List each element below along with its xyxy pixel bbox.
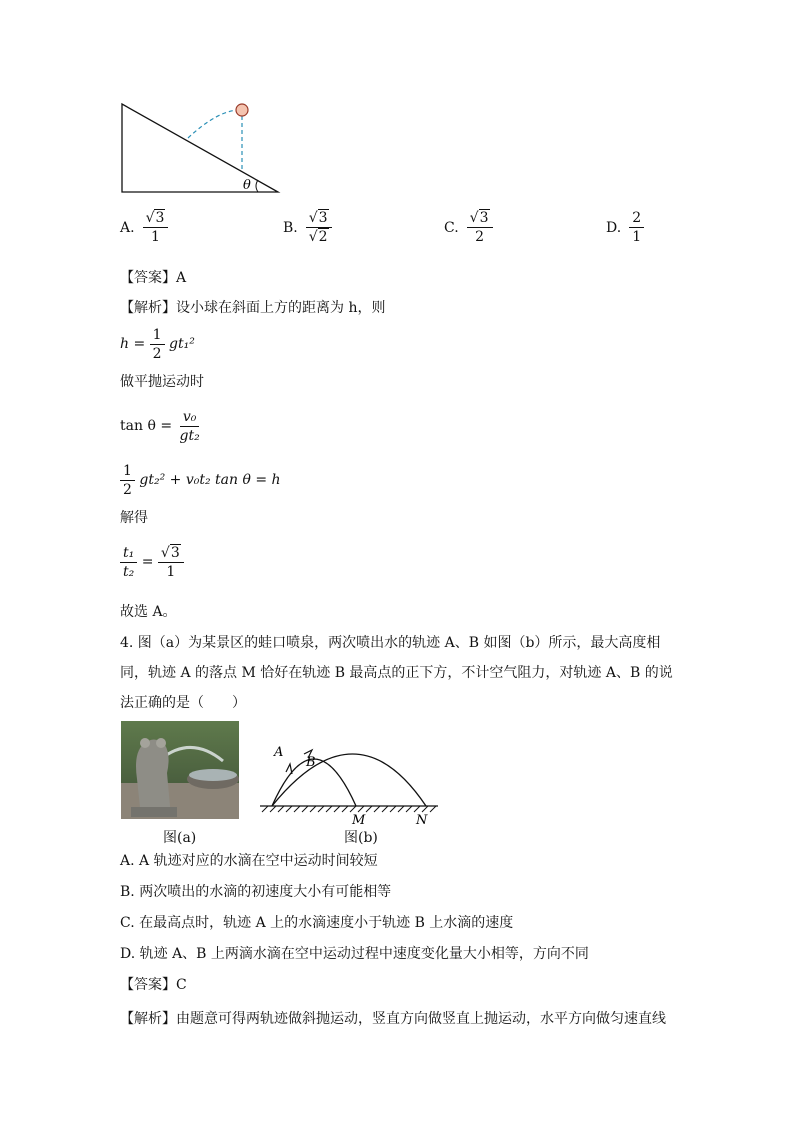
- theta-label: θ: [243, 178, 251, 193]
- option-b-fraction: $\frac{√3}{√2}$: [306, 210, 332, 245]
- option-a-num: 3: [155, 210, 165, 226]
- choice-d: D. 轨迹 A、B 上两滴水滴在空中运动过程中速度变化量大小相等，方向不同: [120, 946, 589, 962]
- analysis-1-mid: 做平抛运动时: [120, 374, 204, 390]
- eq4-rden: 1: [166, 563, 176, 580]
- eq2-fraction: [177, 409, 203, 444]
- label-b: B: [306, 755, 316, 770]
- option-a: [120, 210, 168, 245]
- eq4-den: t₂: [123, 563, 135, 580]
- answer-2-value: C: [176, 977, 187, 993]
- analysis-1-solve: 解得: [120, 510, 148, 526]
- eq4-num: t₁: [120, 545, 137, 563]
- option-d: [606, 210, 644, 245]
- eq4-right-fraction: $\frac{√3}{1}$: [158, 545, 184, 580]
- analysis-1-intro: [120, 298, 385, 318]
- choice-c: C. 在最高点时，轨迹 A 上的水滴速度小于轨迹 B 上水滴的速度: [120, 915, 514, 931]
- eq2-lhs: tan θ =: [120, 418, 173, 434]
- caption-a: 图(a): [163, 830, 197, 846]
- option-d-num: 2: [629, 210, 644, 228]
- eq3-fraction: [120, 463, 135, 498]
- equation-1: [120, 326, 195, 362]
- eq1-den: 2: [152, 345, 162, 362]
- ball: [236, 104, 248, 116]
- arrow-a: [286, 764, 292, 774]
- question-4-line-2: 同，轨迹 A 的落点 M 恰好在轨迹 B 最高点的正下方，不计空气阻力，对轨迹 A、B 的说: [120, 665, 673, 681]
- eq1-rhs: gt₁²: [169, 336, 195, 352]
- eq2-num: v₀: [180, 409, 200, 427]
- option-d-letter: D.: [606, 219, 622, 236]
- analysis-1-intro-text: 设小球在斜面上方的距离为 h，则: [176, 300, 386, 316]
- option-c-num: 3: [479, 210, 489, 226]
- option-c: [444, 210, 493, 245]
- incline-triangle: [122, 104, 278, 192]
- option-a-letter: A.: [120, 219, 135, 236]
- eq3-rhs: gt₂² + v₀t₂ tan θ = h: [139, 472, 281, 488]
- eq3-den: 2: [123, 481, 132, 498]
- label-n: N: [416, 813, 428, 826]
- option-c-fraction: $\frac{√3}{2}$: [467, 210, 493, 245]
- analysis-1-conclusion: 故选 A。: [120, 604, 177, 620]
- eq1-fraction: [150, 327, 165, 362]
- choice-a: A. A 轨迹对应的水滴在空中运动时间较短: [120, 853, 378, 869]
- option-a-fraction: $\frac{√3}{1}$: [143, 210, 169, 245]
- equation-2: [120, 408, 203, 444]
- eq4-left-fraction: [120, 545, 137, 580]
- trajectory-figure: [256, 728, 442, 826]
- eq3-num: 1: [120, 463, 135, 481]
- eq1-num: 1: [150, 327, 165, 345]
- equation-4: [120, 544, 184, 580]
- analysis-2: [120, 1009, 666, 1029]
- option-b-letter: B.: [283, 219, 298, 236]
- answer-1-tag: 【答案】: [120, 270, 176, 286]
- option-d-den: 1: [632, 229, 642, 245]
- angle-arc: [256, 180, 258, 192]
- trajectory-arc: [188, 110, 240, 138]
- eq4-rnum: 3: [170, 544, 180, 561]
- option-b-num: 3: [318, 210, 328, 226]
- label-m: M: [352, 813, 366, 826]
- caption-b: 图(b): [344, 830, 378, 846]
- option-c-den: 2: [475, 229, 485, 245]
- option-d-fraction: [629, 210, 644, 245]
- eq2-den: gt₂: [179, 427, 200, 444]
- ground-hatch: [262, 806, 436, 812]
- eq1-lhs: h =: [120, 336, 146, 352]
- option-a-den: 1: [151, 229, 160, 245]
- option-b-den: 2: [318, 229, 328, 245]
- analysis-2-tag: 【解析】: [120, 1011, 176, 1027]
- answer-1: [120, 268, 186, 288]
- option-b: [283, 210, 332, 245]
- equation-3: [120, 462, 281, 498]
- trajectory-b: [272, 754, 426, 806]
- analysis-1-tag: 【解析】: [120, 300, 176, 316]
- answer-1-value: A: [176, 270, 187, 286]
- answer-2-tag: 【答案】: [120, 977, 176, 993]
- option-c-letter: C.: [444, 219, 459, 236]
- answer-2: [120, 975, 187, 995]
- fountain-photo: [121, 721, 239, 819]
- choice-b: B. 两次喷出的水滴的初速度大小有可能相等: [120, 884, 392, 900]
- incline-figure: [118, 100, 283, 198]
- analysis-2-text: 由题意可得两轨迹做斜抛运动，竖直方向做竖直上抛运动，水平方向做匀速直线: [176, 1011, 666, 1027]
- eq4-equals: =: [141, 554, 154, 570]
- question-4-line-1: 4. 图（a）为某景区的蛙口喷泉，两次喷出水的轨迹 A、B 如图（b）所示，最大高度相: [120, 635, 661, 651]
- label-a: A: [274, 745, 284, 760]
- question-4-line-3: 法正确的是（ ）: [120, 695, 246, 711]
